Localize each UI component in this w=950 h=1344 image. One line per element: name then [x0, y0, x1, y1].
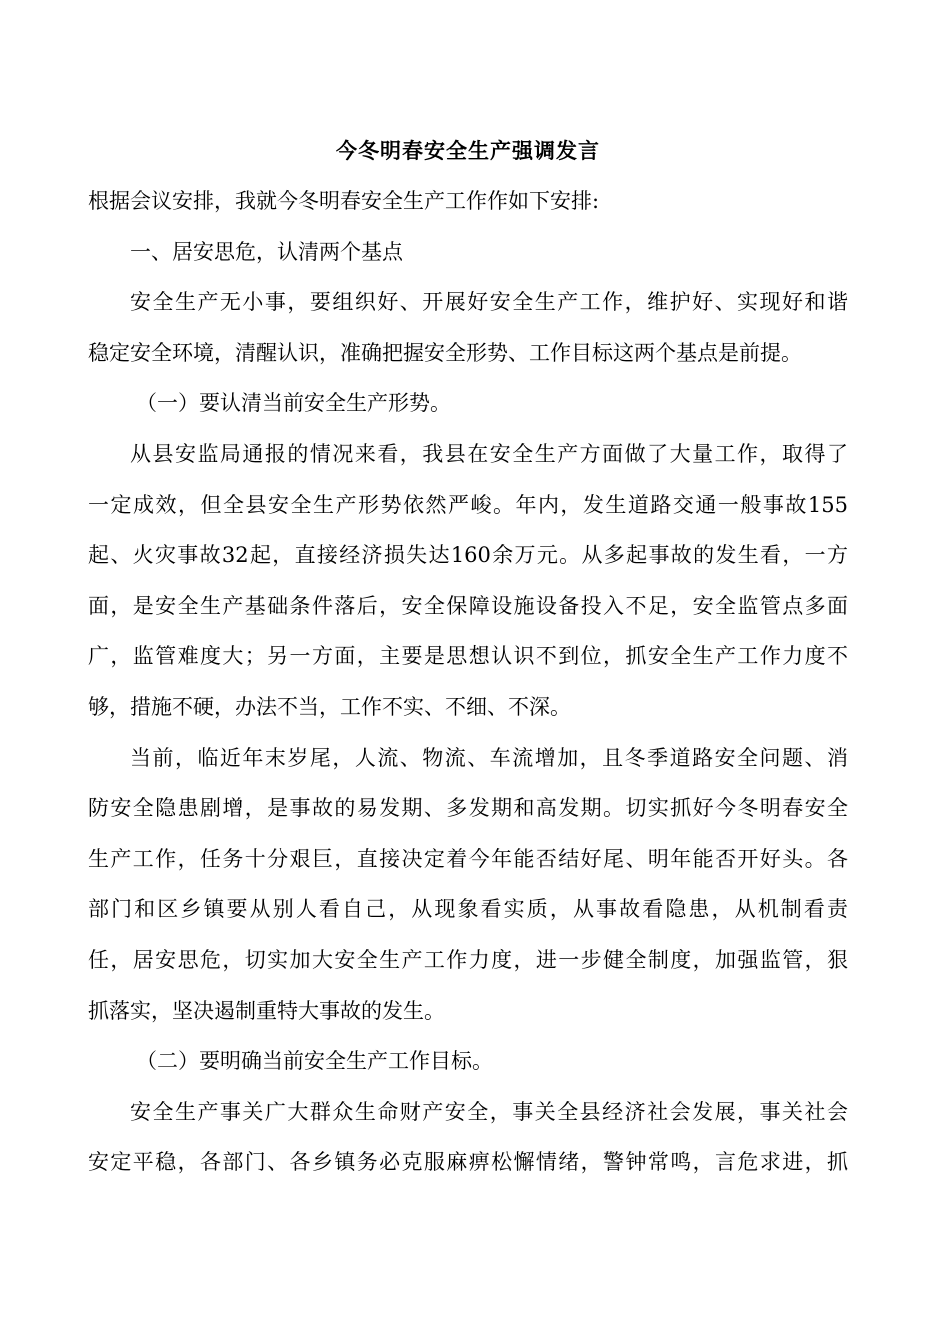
text-line: 部门和区乡镇要从别人看自己，从现象看实质，从事故看隐患，从机制看责 — [88, 897, 848, 922]
text-line: 安定平稳，各部门、各乡镇务必克服麻痹松懈情绪，警钟常鸣，言危求进，抓 — [88, 1150, 848, 1175]
text-line: 安全生产事关广大群众生命财产安全，事关全县经济社会发展，事关社会 — [130, 1099, 848, 1124]
text-line: （二）要明确当前安全生产工作目标。 — [136, 1049, 493, 1074]
text-line: 防安全隐患剧增，是事故的易发期、多发期和高发期。切实抓好今冬明春安全 — [88, 796, 848, 821]
text-line: 起、火灾事故32起，直接经济损失达160余万元。从多起事故的发生看，一方 — [88, 543, 848, 568]
text-line: 从县安监局通报的情况来看，我县在安全生产方面做了大量工作，取得了 — [130, 441, 848, 466]
document-body — [88, 186, 848, 1198]
text-line: 一、居安思危，认清两个基点 — [130, 239, 403, 264]
text-line: 抓落实，坚决遏制重特大事故的发生。 — [88, 998, 445, 1023]
text-line: （一）要认清当前安全生产形势。 — [136, 391, 451, 416]
text-line: 一定成效，但全县安全生产形势依然严峻。年内，发生道路交通一般事故155 — [88, 492, 848, 517]
document-title: 今冬明春安全生产强调发言 — [336, 138, 600, 163]
text-line: 稳定安全环境，清醒认识，准确把握安全形势、工作目标这两个基点是前提。 — [88, 340, 802, 365]
text-line: 当前，临近年末岁尾，人流、物流、车流增加，且冬季道路安全问题、消 — [130, 745, 848, 770]
text-line: 生产工作，任务十分艰巨，直接决定着今年能否结好尾、明年能否开好头。各 — [88, 846, 848, 871]
document-page — [88, 0, 848, 1344]
text-line: 根据会议安排，我就今冬明春安全生产工作作如下安排: — [88, 189, 600, 213]
text-line: 广，监管难度大；另一方面，主要是思想认识不到位，抓安全生产工作力度不 — [88, 644, 848, 669]
text-line: 面，是安全生产基础条件落后，安全保障设施设备投入不足，安全监管点多面 — [88, 593, 848, 618]
text-line: 够，措施不硬，办法不当，工作不实、不细、不深。 — [88, 694, 571, 719]
text-line: 任，居安思危，切实加大安全生产工作力度，进一步健全制度，加强监管，狠 — [88, 947, 848, 972]
text-line: 安全生产无小事，要组织好、开展好安全生产工作，维护好、实现好和谐 — [130, 290, 848, 315]
